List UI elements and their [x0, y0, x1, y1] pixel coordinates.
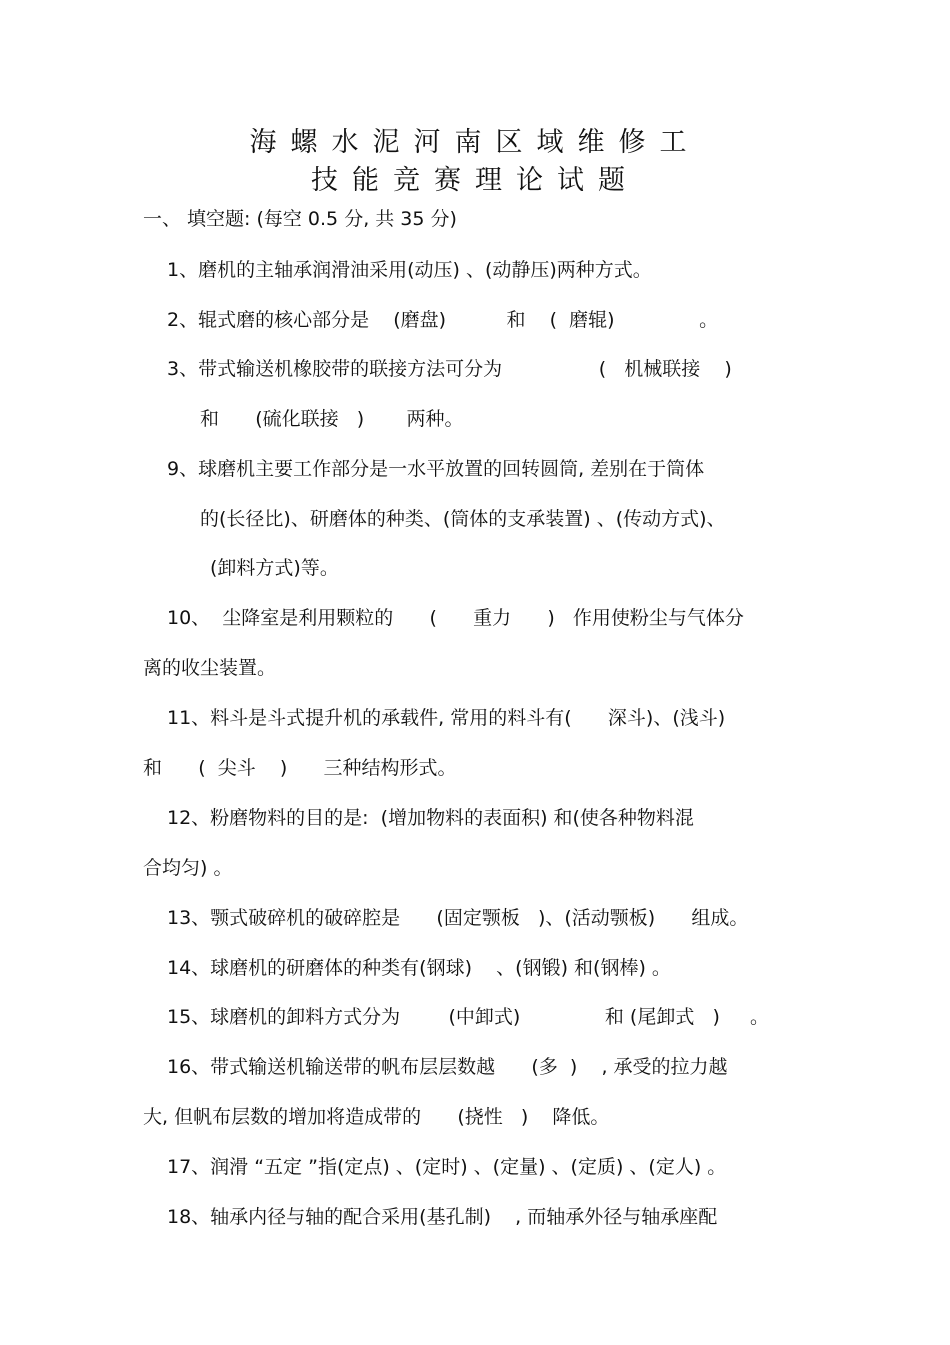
question-16-line-2: 大, 但帆布层数的增加将造成带的 (挠性 ) 降低。 — [143, 1106, 610, 1128]
question-10-line-1: 10、 尘降室是利用颗粒的 ( 重力 ) 作用使粉尘与气体分 — [167, 607, 744, 629]
question-14-line-1: 14、球磨机的研磨体的种类有(钢球) 、(钢锻) 和(钢棒) 。 — [167, 957, 671, 979]
section-heading: 一、 填空题: (每空 0.5 分, 共 35 分) — [143, 208, 457, 230]
question-17-line-1: 17、润滑 “五定 ”指(定点) 、(定时) 、(定量) 、(定质) 、(定人) 。 — [167, 1156, 727, 1178]
document-title-line-2: 技能竞赛理论试题 — [311, 165, 639, 196]
question-9-line-2: 的(长径比)、研磨体的种类、(筒体的支承装置) 、(传动方式)、 — [200, 508, 726, 530]
question-15-line-1: 15、球磨机的卸料方式分为 (中卸式) 和 (尾卸式 ) 。 — [167, 1006, 770, 1028]
question-1-line-1: 1、磨机的主轴承润滑油采用(动压) 、(动静压)两种方式。 — [167, 259, 652, 281]
question-11-line-1: 11、料斗是斗式提升机的承载件, 常用的料斗有( 深斗)、(浅斗) — [167, 707, 726, 729]
question-3-line-2: 和 (硫化联接 ) 两种。 — [200, 408, 464, 430]
question-12-line-1: 12、粉磨物料的目的是: (增加物料的表面积) 和(使各种物料混 — [167, 807, 694, 829]
question-9-line-3: (卸料方式)等。 — [210, 557, 339, 579]
document-title-line-1: 海螺水泥河南区域维修工 — [249, 127, 701, 158]
question-18-line-1: 18、轴承内径与轴的配合采用(基孔制) , 而轴承外径与轴承座配 — [167, 1206, 718, 1228]
question-3-line-1: 3、带式输送机橡胶带的联接方法可分为 ( 机械联接 ) — [167, 358, 732, 380]
question-13-line-1: 13、颚式破碎机的破碎腔是 (固定颚板 )、(活动颚板) 组成。 — [167, 907, 749, 929]
question-16-line-1: 16、带式输送机输送带的帆布层层数越 (多 ) , 承受的拉力越 — [167, 1056, 728, 1078]
question-12-line-2: 合均匀) 。 — [143, 857, 233, 879]
question-11-line-2: 和 ( 尖斗 ) 三种结构形式。 — [143, 757, 457, 779]
question-2-line-1: 2、辊式磨的核心部分是 (磨盘) 和 ( 磨辊) 。 — [167, 309, 719, 331]
question-10-line-2: 离的收尘装置。 — [143, 657, 277, 679]
question-9-line-1: 9、球磨机主要工作部分是一水平放置的回转圆筒, 差别在于筒体 — [167, 458, 705, 480]
